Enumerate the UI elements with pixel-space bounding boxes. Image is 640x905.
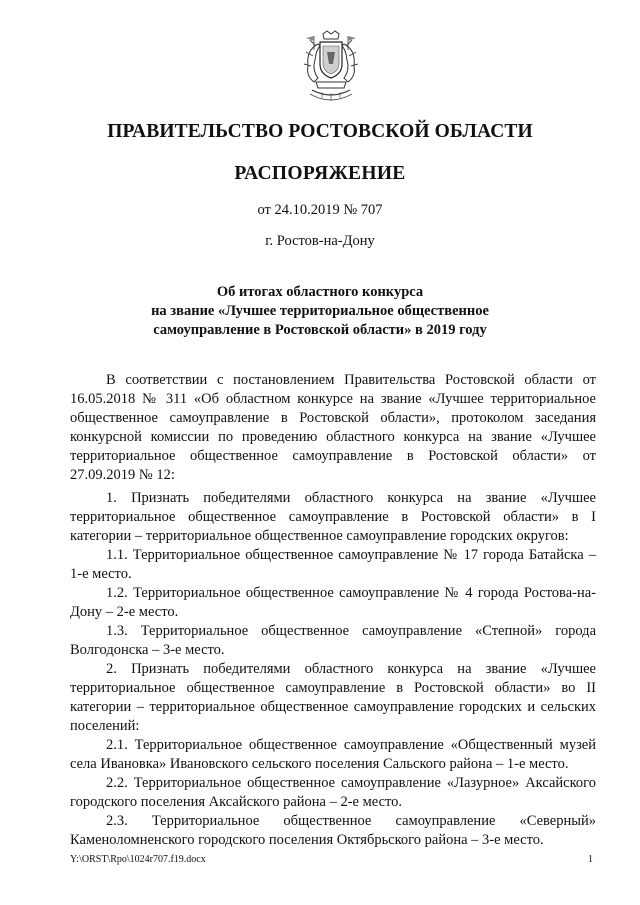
- document-city: г. Ростов-на-Дону: [265, 233, 375, 249]
- government-title: ПРАВИТЕЛЬСТВО РОСТОВСКОЙ ОБЛАСТИ: [107, 121, 533, 142]
- resolution-items: [70, 489, 596, 850]
- document-type: РАСПОРЯЖЕНИЕ: [234, 163, 406, 184]
- footer-file-path: Y:\ORST\Rpo\1024r707.f19.docx: [70, 854, 206, 865]
- item-1-2: 1.2. Территориальное общественное самоуправление № 4 города Ростова-на-Дону – 2-е место.: [70, 585, 596, 620]
- item-2-1: 2.1. Территориальное общественное самоуправление «Общественный музей села Ивановка» Ивановского сельского поселения Сальского района – 1-е место.: [70, 737, 596, 772]
- document-subject: [0, 283, 640, 340]
- page-number: 1: [588, 854, 593, 865]
- subject-line-1: Об итогах областного конкурса: [216, 284, 424, 300]
- item-2: 2. Признать победителями областного конкурса на звание «Лучшее территориальное общественное самоуправление в Ростовской области» во II категории – территориальное общественное самоуправление городских и сельских поселений:: [70, 661, 596, 734]
- item-1-1: 1.1. Территориальное общественное самоуправление № 17 города Батайска – 1-е место.: [70, 547, 596, 582]
- item-1: 1. Признать победителями областного конкурса на звание «Лучшее территориальное общественное самоуправление в Ростовской области» в I категории – территориальное общественное самоуправление городских округов:: [70, 490, 596, 544]
- coat-of-arms-icon: [296, 30, 366, 106]
- subject-line-2: на звание «Лучшее территориальное общественное: [151, 303, 489, 319]
- document-date-number: от 24.10.2019 № 707: [257, 202, 383, 218]
- subject-line-3: самоуправление в Ростовской области» в 2019 году: [153, 322, 487, 338]
- preamble: [70, 371, 596, 485]
- item-1-3: 1.3. Территориальное общественное самоуправление «Степной» города Волгодонска – 3-е место.: [70, 623, 596, 658]
- preamble-paragraph: В соответствии с постановлением Правительства Ростовской области от 16.05.2018 № 311 «Об областном конкурсе на звание «Лучшее территориальное общественное самоуправление в Ростовской области», протоколом заседания конкурсной комиссии по проведению областного конкурса на звание «Лучшее территориальное общественное самоуправление в Ростовской области» от 27.09.2019 № 12:: [70, 372, 596, 483]
- item-2-3: 2.3. Территориальное общественное самоуправление «Северный» Каменоломненского городского поселения Октябрьского района – 3-е место.: [70, 813, 596, 848]
- item-2-2: 2.2. Территориальное общественное самоуправление «Лазурное» Аксайского городского поселения Аксайского района – 2-е место.: [70, 775, 596, 810]
